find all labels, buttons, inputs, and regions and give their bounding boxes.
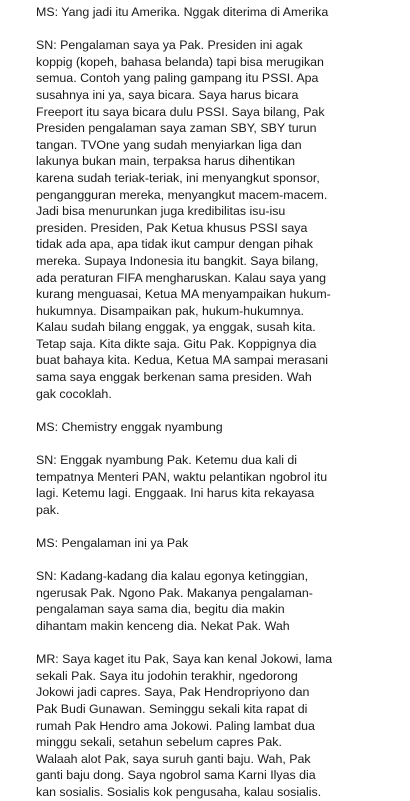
text-line: mereka. Supaya Indonesia itu bangkit. Saya bilang, <box>36 253 319 268</box>
text-line: Tetap saja. Kita dikte saja. Gitu Pak. Koppignya dia <box>36 336 317 351</box>
text-line: sekali Pak. Saya itu jodohin terakhir, ngedorong <box>36 668 298 683</box>
text-line: dihantam makin kenceng dia. Nekat Pak. Wah <box>36 618 290 633</box>
dialogue-paragraph <box>36 452 398 518</box>
text-line: SN: Enggak nyambung Pak. Ketemu dua kali di <box>36 453 298 468</box>
dialogue-paragraph <box>36 419 398 436</box>
text-line: tidak ada apa, apa tidak ikut campur dengan pihak <box>36 237 313 252</box>
text-line: minggu sekali, setahun sebelum capres Pak. <box>36 735 282 750</box>
text-line: Jokowi jadi capres. Saya, Pak Hendropriyono dan <box>36 685 310 700</box>
text-line: SN: Pengalaman saya ya Pak. Presiden ini agak <box>36 38 303 53</box>
text-line: MR: Saya kaget itu Pak, Saya kan kenal Jokowi, lama <box>36 652 333 667</box>
text-line: gak cocoklah. <box>36 386 112 401</box>
text-line: SN: Kadang-kadang dia kalau egonya ketinggian, <box>36 569 309 584</box>
text-line: kan sosialis. Sosialis kok pengusaha, kalau sosialis. <box>36 784 322 799</box>
text-line: sama saya enggak berkenan sama presiden. Wah <box>36 370 312 385</box>
text-line: hukumnya. Disampaikan pak, hukum-hukumnya. <box>36 303 304 318</box>
dialogue-paragraph <box>36 568 398 634</box>
text-line: koppig (kopeh, bahasa belanda) tapi bisa merugikan <box>36 54 324 69</box>
text-line: kurang menguasai, Ketua MA menyampaikan hukum- <box>36 287 331 302</box>
text-line: pak. <box>36 502 60 517</box>
transcript-text <box>36 4 398 801</box>
text-line: susahnya ini ya, saya bicara. Saya harus bicara <box>36 87 299 102</box>
text-line: presiden. Presiden, Pak Ketua khusus PSSI saya <box>36 220 308 235</box>
text-line: Walaah alot Pak, saya suruh ganti baju. Wah, Pak <box>36 751 311 766</box>
text-line: semua. Contoh yang paling gampang itu PSSI. Apa <box>36 71 319 86</box>
text-line: ganti baju dong. Saya ngobrol sama Karni Ilyas dia <box>36 768 316 783</box>
text-line: buat bahaya kita. Kedua, Ketua MA sampai merasani <box>36 353 329 368</box>
text-line: Pak Budi Gunawan. Seminggu sekali kita rapat di <box>36 701 308 716</box>
text-line: MS: Yang jadi itu Amerika. Nggak diterima di Amerika <box>36 5 329 19</box>
dialogue-paragraph <box>36 535 398 552</box>
text-line: Jadi bisa menurunkan juga kredibilitas isu-isu <box>36 204 286 219</box>
text-line: Kalau sudah bilang enggak, ya enggak, susah kita. <box>36 320 316 335</box>
text-line: ada peraturan FIFA mengharuskan. Kalau saya yang <box>36 270 326 285</box>
text-line: pengalaman saya sama dia, begitu dia makin <box>36 602 285 617</box>
text-line: lagi. Ketemu lagi. Enggaak. Ini harus kita rekayasa <box>36 486 315 501</box>
text-line: ngerusak Pak. Ngono Pak. Makanya pengalaman- <box>36 585 313 600</box>
dialogue-paragraph <box>36 651 398 800</box>
text-line: pengangguran mereka, menyangkut macem-macem. <box>36 187 328 202</box>
text-line: tangan. TVOne yang sudah menyiarkan liga dan <box>36 137 302 152</box>
dialogue-paragraph <box>36 37 398 402</box>
dialogue-paragraph <box>36 4 398 21</box>
text-line: lakunya bukan main, terpaksa harus dihentikan <box>36 154 295 169</box>
text-line: karena sudah teriak-teriak, ini menyangkut sponsor, <box>36 170 320 185</box>
text-line: rumah Pak Hendro ama Jokowi. Paling lambat dua <box>36 718 315 733</box>
text-line: MS: Pengalaman ini ya Pak <box>36 536 189 550</box>
text-line: MS: Chemistry enggak nyambung <box>36 419 223 434</box>
text-line: Freeport itu saya bicara dulu PSSI. Saya bilang, Pak <box>36 104 325 119</box>
text-line: Presiden pengalaman saya zaman SBY, SBY turun <box>36 121 317 136</box>
text-line: tempatnya Menteri PAN, waktu pelantikan ngobrol itu <box>36 469 328 484</box>
